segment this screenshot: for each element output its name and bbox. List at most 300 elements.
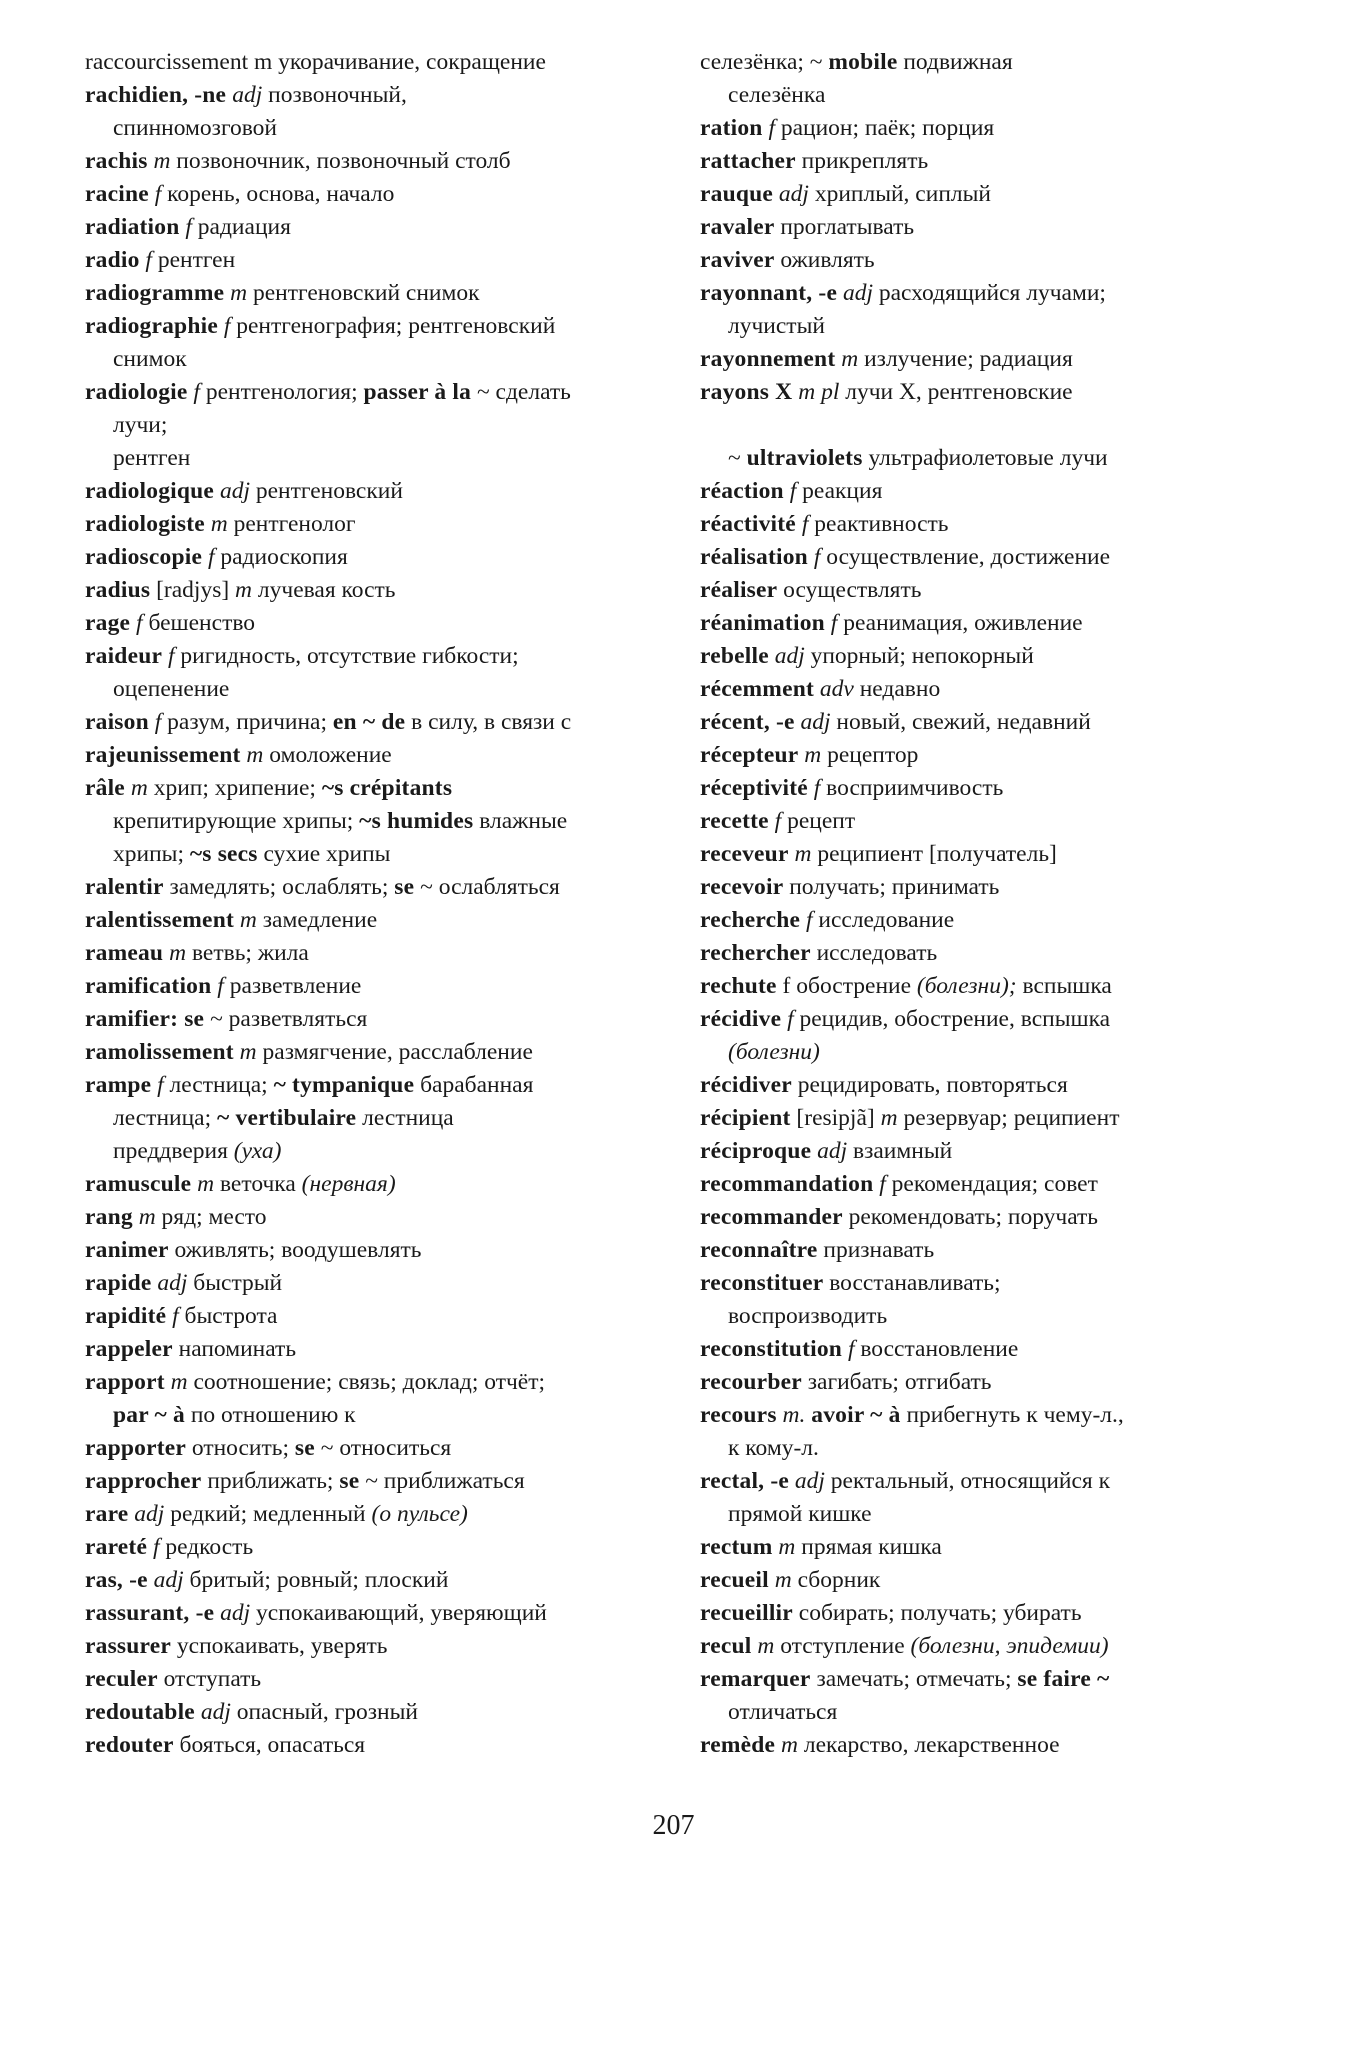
- grammar-label: (болезни): [728, 1039, 820, 1065]
- headword: passer à la: [363, 379, 472, 405]
- grammar-label: adj: [194, 1699, 231, 1725]
- headword: ration: [700, 115, 763, 141]
- entry-line: [700, 178, 1320, 211]
- grammar-label: adj: [214, 478, 250, 504]
- entry-line: [700, 1531, 1320, 1564]
- headword: récent, -e: [700, 709, 795, 735]
- dictionary-entry: [700, 607, 1320, 640]
- gloss-text: рентгеновский снимок: [247, 280, 480, 306]
- grammar-label: f: [179, 214, 192, 240]
- entry-line: [85, 1465, 700, 1498]
- headword: radio: [85, 247, 140, 273]
- headword: rapport: [85, 1369, 165, 1395]
- headword: rapprocher: [85, 1468, 202, 1494]
- entry-line: [85, 772, 700, 805]
- gloss-text: рекомендация; совет: [885, 1171, 1098, 1197]
- grammar-label: f: [162, 643, 175, 669]
- headword: radiologie: [85, 379, 188, 405]
- gloss-text: реакция: [796, 478, 883, 504]
- dictionary-entry: [85, 772, 700, 871]
- gloss-text: лучи;: [113, 412, 168, 438]
- dictionary-entry: [85, 1069, 700, 1168]
- gloss-text: хрип; хрипение;: [147, 775, 322, 801]
- gloss-text: быстрота: [178, 1303, 278, 1329]
- headword: ramolissement: [85, 1039, 234, 1065]
- dictionary-entry: [85, 211, 700, 244]
- headword: rareté: [85, 1534, 148, 1560]
- gloss-text: ригидность, отсутствие гибкости;: [174, 643, 519, 669]
- gloss-text: резервуар; реципиент: [897, 1105, 1120, 1131]
- gloss-text: исследовать: [810, 940, 938, 966]
- headword: recueil: [700, 1567, 769, 1593]
- dictionary-entry: [85, 79, 700, 145]
- grammar-label: adj: [128, 1501, 165, 1527]
- entry-line: [85, 277, 700, 310]
- grammar-label: f: [842, 1336, 855, 1362]
- dictionary-entry: [85, 904, 700, 937]
- grammar-label: f: [148, 709, 162, 735]
- entry-continuation-line: [700, 1696, 1320, 1729]
- gloss-text: замедление: [256, 907, 378, 933]
- gloss-text: соотношение; связь; доклад; отчёт;: [187, 1369, 546, 1395]
- entry-line: [700, 937, 1320, 970]
- entry-line: [85, 211, 700, 244]
- headword: rayons X: [700, 379, 793, 405]
- gloss-text: рецидировать, повторяться: [791, 1072, 1068, 1098]
- entry-continuation-line: [85, 1399, 700, 1432]
- entry-line: [85, 1036, 700, 1069]
- headword: rectal, -e: [700, 1468, 789, 1494]
- headword: remède: [700, 1732, 776, 1758]
- gloss-text: признавать: [817, 1237, 935, 1263]
- dictionary-entry: [85, 376, 700, 475]
- headword: rachidien, -ne: [85, 82, 233, 108]
- entry-line: [700, 772, 1320, 805]
- dictionary-entry: [700, 1597, 1320, 1630]
- entry-line: [700, 640, 1320, 673]
- entry-line: [85, 1234, 700, 1267]
- gloss-text: хрипы;: [113, 841, 190, 867]
- grammar-label: f: [211, 973, 224, 999]
- gloss-text: ректальный, относящийся к: [824, 1468, 1111, 1494]
- headword: radiation: [85, 214, 180, 240]
- dictionary-entry: [700, 1234, 1320, 1267]
- gloss-text: оживлять: [774, 247, 875, 273]
- entry-line: [85, 1267, 700, 1300]
- entry-line: [700, 112, 1320, 145]
- gloss-text: упорный; непокорный: [804, 643, 1034, 669]
- headword: ramuscule: [85, 1171, 192, 1197]
- grammar-label: f: [781, 1006, 794, 1032]
- headword: rapide: [85, 1270, 152, 1296]
- dictionary-entry: [85, 1729, 700, 1762]
- entry-line: [85, 871, 700, 904]
- dictionary-entry: [85, 1663, 700, 1696]
- gloss-text: радиация: [191, 214, 291, 240]
- entry-line: [700, 376, 1320, 409]
- gloss-text: сухие хрипы: [257, 841, 391, 867]
- grammar-label: m: [124, 775, 148, 801]
- gloss-text: исследование: [812, 907, 955, 933]
- gloss-text: рентгенология;: [199, 379, 364, 405]
- entry-continuation-line: [85, 409, 700, 442]
- gloss-text: успокаивать, уверять: [171, 1633, 388, 1659]
- gloss-text: рентгеновский: [249, 478, 403, 504]
- dictionary-entry: [700, 376, 1320, 475]
- entry-line: [85, 310, 700, 343]
- grammar-label: adj: [232, 82, 263, 108]
- headword: ravaler: [700, 214, 775, 240]
- dictionary-entry: [700, 871, 1320, 904]
- dictionary-entry: [85, 244, 700, 277]
- entry-line: [700, 607, 1320, 640]
- headword: radioscopie: [85, 544, 203, 570]
- headword: recueillir: [700, 1600, 793, 1626]
- headword: rectum: [700, 1534, 773, 1560]
- dictionary-entry: [700, 475, 1320, 508]
- headword: ramification: [85, 973, 212, 999]
- gloss-text: проглатывать: [774, 214, 915, 240]
- gloss-text: [resipjã]: [790, 1105, 881, 1131]
- gloss-text: корень, основа, начало: [161, 181, 395, 207]
- entry-line: [85, 1729, 700, 1762]
- dictionary-entry: [85, 475, 700, 508]
- gloss-text: восстановление: [854, 1336, 1019, 1362]
- gloss-text: позвоночный,: [262, 82, 407, 108]
- gloss-text: селезёнка: [728, 82, 826, 108]
- entry-line: [700, 871, 1320, 904]
- gloss-text: прикреплять: [795, 148, 929, 174]
- gloss-text: ~ относиться: [314, 1435, 452, 1461]
- gloss-text: барабанная: [414, 1072, 534, 1098]
- dictionary-entry: [85, 1432, 700, 1465]
- gloss-text: напоминать: [172, 1336, 297, 1362]
- grammar-label: m: [880, 1105, 898, 1131]
- entry-continuation-line: [700, 310, 1320, 343]
- headword: rayonnement: [700, 346, 836, 372]
- gloss-text: восприимчивость: [820, 775, 1004, 801]
- dictionary-entry: [700, 1630, 1320, 1663]
- gloss-text: лучистый: [728, 313, 825, 339]
- dictionary-entry: [700, 1102, 1320, 1135]
- dictionary-entry: [700, 277, 1320, 343]
- gloss-text: прямая кишка: [795, 1534, 942, 1560]
- grammar-label: f: [147, 1534, 160, 1560]
- dictionary-entry: [85, 1267, 700, 1300]
- entry-line: [700, 838, 1320, 871]
- grammar-label: adj: [773, 181, 809, 207]
- headword: récidive: [700, 1006, 782, 1032]
- headword: recul: [700, 1633, 752, 1659]
- grammar-label: adj: [837, 280, 873, 306]
- headword: se: [339, 1468, 360, 1494]
- gloss-text: рентгенография; рентгеновский: [230, 313, 556, 339]
- headword: ~s secs: [189, 841, 258, 867]
- dictionary-entry: [700, 1366, 1320, 1399]
- headword: ranimer: [85, 1237, 169, 1263]
- headword: ~s humides: [359, 808, 474, 834]
- grammar-label: f: [795, 511, 809, 537]
- grammar-label: m: [234, 907, 257, 933]
- gloss-text: лекарство, лекарственное: [798, 1732, 1060, 1758]
- gloss-text: лучевая кость: [252, 577, 396, 603]
- entry-line: [700, 343, 1320, 376]
- headword: rattacher: [700, 148, 796, 174]
- dictionary-entry: [700, 508, 1320, 541]
- grammar-label: f: [807, 544, 821, 570]
- dictionary-entry: [85, 1300, 700, 1333]
- entry-line: [85, 508, 700, 541]
- entry-line: [700, 508, 1320, 541]
- entry-line: [700, 145, 1320, 178]
- gloss-text: бешенство: [142, 610, 256, 636]
- headword: ~s crépitants: [321, 775, 453, 801]
- entry-line: [85, 1663, 700, 1696]
- grammar-label: f: [148, 181, 162, 207]
- gloss-text: замедлять; ослаблять;: [163, 874, 395, 900]
- gloss-text: снимок: [113, 346, 187, 372]
- dictionary-entry: [700, 1531, 1320, 1564]
- headword: radiographie: [85, 313, 218, 339]
- gloss-text: прямой кишке: [728, 1501, 872, 1527]
- headword: se faire ~: [1017, 1666, 1110, 1692]
- headword: redouter: [85, 1732, 174, 1758]
- dictionary-entry: [85, 277, 700, 310]
- gloss-text: подвижная: [897, 49, 1013, 75]
- dictionary-entry: [85, 178, 700, 211]
- gloss-text: f обострение: [776, 973, 917, 999]
- entry-continuation-line: [700, 1432, 1320, 1465]
- dictionary-entry: [85, 937, 700, 970]
- entry-line: [85, 607, 700, 640]
- gloss-text: собирать; получать; убирать: [792, 1600, 1082, 1626]
- dictionary-entry: [85, 970, 700, 1003]
- grammar-label: m: [768, 1567, 792, 1593]
- headword: rare: [85, 1501, 129, 1527]
- headword: recette: [700, 808, 769, 834]
- grammar-label: f: [130, 610, 143, 636]
- headword: récipient: [700, 1105, 791, 1131]
- dictionary-entry: [700, 244, 1320, 277]
- dictionary-entry: [85, 1234, 700, 1267]
- headword: récepteur: [700, 742, 799, 768]
- headword: rage: [85, 610, 131, 636]
- gloss-text: редкость: [159, 1534, 254, 1560]
- entry-line: [85, 46, 700, 79]
- entry-continuation-line: [85, 1135, 700, 1168]
- entry-line: [700, 1234, 1320, 1267]
- grammar-label: m: [147, 148, 171, 174]
- page-number: 207: [652, 1810, 695, 1841]
- dictionary-entry: [85, 871, 700, 904]
- gloss-text: успокаивающий, уверяющий: [250, 1600, 547, 1626]
- grammar-label: f: [807, 775, 821, 801]
- entry-line: [700, 1168, 1320, 1201]
- entry-continuation-line: [85, 442, 700, 475]
- entry-continuation-line: [700, 1300, 1320, 1333]
- headword: ramifier: se: [85, 1006, 205, 1032]
- gloss-text: ряд; место: [155, 1204, 267, 1230]
- grammar-label: m: [775, 1732, 799, 1758]
- grammar-label: adj: [151, 1270, 188, 1296]
- headword: se: [294, 1435, 315, 1461]
- gloss-text: ~ ослабляться: [414, 874, 560, 900]
- headword: réaliser: [700, 577, 778, 603]
- entry-continuation-line: [700, 409, 1320, 442]
- gloss-text: ~ приближаться: [359, 1468, 525, 1494]
- gloss-text: недавно: [853, 676, 941, 702]
- entry-line: [85, 574, 700, 607]
- gloss-text: восстанавливать;: [823, 1270, 1001, 1296]
- dictionary-entry: [700, 574, 1320, 607]
- entry-line: [700, 904, 1320, 937]
- entry-line: [85, 376, 700, 409]
- dictionary-entry: [85, 508, 700, 541]
- grammar-label: f: [187, 379, 200, 405]
- grammar-label: adj: [768, 643, 805, 669]
- entry-line: [700, 211, 1320, 244]
- entry-continuation-line: [85, 838, 700, 871]
- headword: remarquer: [700, 1666, 811, 1692]
- entry-line: [85, 1003, 700, 1036]
- headword: radiologiste: [85, 511, 205, 537]
- dictionary-entry: [85, 1003, 700, 1036]
- right-column: [700, 46, 1320, 1762]
- grammar-label: m: [164, 1369, 188, 1395]
- entry-line: [700, 1333, 1320, 1366]
- gloss-text: ~: [728, 445, 747, 471]
- entry-line: [85, 1597, 700, 1630]
- gloss-text: относить;: [186, 1435, 295, 1461]
- gloss-text: преддверия: [113, 1138, 234, 1164]
- headword: reconstituer: [700, 1270, 824, 1296]
- entry-continuation-line: [700, 1036, 1320, 1069]
- entry-line: [85, 1201, 700, 1234]
- headword: râle: [85, 775, 125, 801]
- grammar-label: m: [132, 1204, 156, 1230]
- gloss-text: расходящийся лучами;: [872, 280, 1106, 306]
- grammar-label: m: [835, 346, 859, 372]
- entry-line: [700, 1465, 1320, 1498]
- dictionary-entry: [85, 1597, 700, 1630]
- gloss-text: по отношению к: [184, 1402, 356, 1428]
- grammar-label: f: [873, 1171, 886, 1197]
- headword: ras, -e: [85, 1567, 148, 1593]
- entry-line: [85, 145, 700, 178]
- grammar-label: m: [235, 577, 253, 603]
- gloss-text: raccourcissement m укорачивание, сокращение: [85, 49, 546, 75]
- dictionary-entry: [700, 178, 1320, 211]
- gloss-text: бояться, опасаться: [173, 1732, 366, 1758]
- gloss-text: получать; принимать: [783, 874, 1000, 900]
- headword: recherche: [700, 907, 801, 933]
- gloss-text: рентген: [151, 247, 236, 273]
- dictionary-entry: [700, 640, 1320, 673]
- headword: ~ tympanique: [273, 1072, 415, 1098]
- headword: rauque: [700, 181, 774, 207]
- grammar-label: m: [751, 1633, 775, 1659]
- gloss-text: оживлять; воодушевлять: [168, 1237, 422, 1263]
- headword: rapidité: [85, 1303, 167, 1329]
- dictionary-entry: [700, 46, 1320, 112]
- grammar-label: (болезни, эпидемии): [910, 1633, 1109, 1659]
- headword: rajeunissement: [85, 742, 241, 768]
- gloss-text: быстрый: [187, 1270, 283, 1296]
- gloss-text: лестница;: [113, 1105, 218, 1131]
- dictionary-entry: [700, 1465, 1320, 1531]
- dictionary-entry: [85, 640, 700, 706]
- gloss-text: излучение; радиация: [858, 346, 1073, 372]
- dictionary-entry: [700, 112, 1320, 145]
- dictionary-entry: [700, 1399, 1320, 1465]
- grammar-label: m.: [776, 1402, 806, 1428]
- headword: rayonnant, -e: [700, 280, 838, 306]
- dictionary-entry: [700, 772, 1320, 805]
- gloss-text: ~ сделать: [471, 379, 571, 405]
- gloss-text: в силу, в связи с: [405, 709, 572, 735]
- gloss-text: редкий; медленный: [164, 1501, 372, 1527]
- headword: ~ vertibulaire: [217, 1105, 357, 1131]
- gloss-text: лестница: [356, 1105, 454, 1131]
- gloss-text: рецепт: [781, 808, 856, 834]
- entry-line: [85, 706, 700, 739]
- entry-line: [85, 1333, 700, 1366]
- grammar-label: m: [224, 280, 248, 306]
- headword: se: [394, 874, 415, 900]
- grammar-label: m: [204, 511, 228, 537]
- grammar-label: m: [163, 940, 187, 966]
- grammar-label: f: [768, 808, 782, 834]
- dictionary-entry: [85, 46, 700, 79]
- entry-line: [85, 1432, 700, 1465]
- dictionary-entry: [85, 1465, 700, 1498]
- grammar-label: m: [191, 1171, 215, 1197]
- grammar-label: m: [772, 1534, 796, 1560]
- grammar-label: f: [800, 907, 813, 933]
- headword: mobile: [828, 49, 898, 75]
- headword: en ~ de: [332, 709, 406, 735]
- headword: recourber: [700, 1369, 802, 1395]
- entry-line: [700, 1399, 1320, 1432]
- dictionary-entry: [700, 937, 1320, 970]
- entry-line: [85, 1069, 700, 1102]
- entry-line: [85, 1168, 700, 1201]
- dictionary-entry: [85, 1696, 700, 1729]
- entry-line: [700, 541, 1320, 574]
- gloss-text: рецидив, обострение, вспышка: [793, 1006, 1111, 1032]
- gloss-text: лестница;: [163, 1072, 274, 1098]
- grammar-label: f: [824, 610, 838, 636]
- dictionary-entry: [85, 145, 700, 178]
- dictionary-entry: [85, 1564, 700, 1597]
- headword: rameau: [85, 940, 164, 966]
- headword: recevoir: [700, 874, 784, 900]
- entry-line: [700, 805, 1320, 838]
- headword: radiogramme: [85, 280, 225, 306]
- headword: recommandation: [700, 1171, 874, 1197]
- gloss-text: оцепенение: [113, 676, 230, 702]
- gloss-text: разветвление: [223, 973, 362, 999]
- dictionary-entry: [700, 541, 1320, 574]
- headword: avoir ~ à: [811, 1402, 901, 1428]
- grammar-label: m: [240, 742, 264, 768]
- grammar-label: adj: [811, 1138, 848, 1164]
- dictionary-entry: [700, 1729, 1320, 1762]
- entry-line: [700, 277, 1320, 310]
- headword: raideur: [85, 643, 163, 669]
- headword: raison: [85, 709, 149, 735]
- entry-continuation-line: [700, 79, 1320, 112]
